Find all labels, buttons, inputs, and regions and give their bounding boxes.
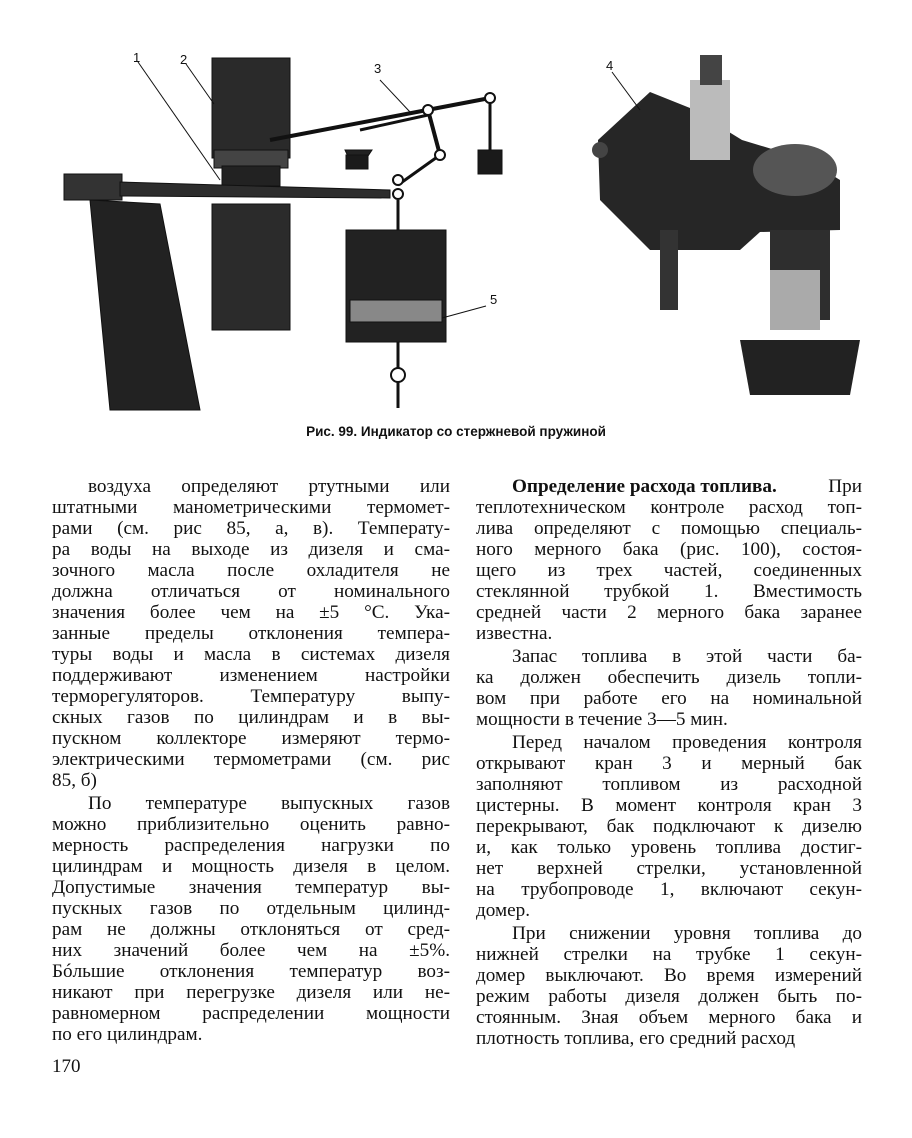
- text-line: 85, б): [52, 770, 97, 791]
- text-line: электрическими термометрами (см. рис: [52, 749, 450, 770]
- text-line: рам не должны отклоняться от сред-: [52, 919, 450, 940]
- text-line: цилиндрам и мощность дизеля в целом.: [52, 856, 450, 877]
- text-line: Допустимые значения температур вы-: [52, 877, 450, 898]
- text-line: [476, 476, 862, 497]
- text-line: вом при работе его на номинальной: [476, 688, 862, 709]
- paragraph: [476, 923, 862, 1049]
- text-line: домер.: [476, 900, 531, 921]
- text-line: никают при перегрузке дизеля или не-: [52, 982, 450, 1003]
- text-line: должна отличаться от номинального: [52, 581, 450, 602]
- text-line: средней части 2 мерного бака заранее: [476, 602, 862, 623]
- label-4: 4: [606, 58, 614, 73]
- section-heading: Определение расхода топлива.: [512, 476, 777, 497]
- text-line: занные пределы отклонения темпера-: [52, 623, 450, 644]
- left-column: [52, 476, 450, 1047]
- text-line: заполняют топливом из расходной: [476, 774, 862, 795]
- text-line: При снижении уровня топлива до: [512, 923, 862, 944]
- text-line: по его цилиндрам.: [52, 1024, 203, 1045]
- text-line: стеклянной трубкой 1. Вместимость: [476, 581, 862, 602]
- text-line: на трубопроводе 1, включают секун-: [476, 879, 862, 900]
- text-line: мощности в течение 3—5 мин.: [476, 709, 728, 730]
- text-line: цистерны. В момент контроля кран 3: [476, 795, 862, 816]
- paragraph: [476, 732, 862, 921]
- paragraph: [52, 476, 450, 791]
- text-line: лива определяют с помощью специаль-: [476, 518, 862, 539]
- text-line: щего из трех частей, соединенных: [476, 560, 862, 581]
- text-line: домер выключают. Во время измерений: [476, 965, 862, 986]
- text-line: теплотехническом контроле расход топ-: [476, 497, 862, 518]
- text-line: туры воды и масла в системах дизеля: [52, 644, 450, 665]
- text-line: значения более чем на ±5 °С. Ука-: [52, 602, 450, 623]
- right-column: [476, 476, 862, 1051]
- label-1: 1: [133, 50, 141, 65]
- text-line: можно приблизительно оценить равно-: [52, 814, 450, 835]
- text-line: известна.: [476, 623, 553, 644]
- text-line: ра воды на выходе из дизеля и сма-: [52, 539, 450, 560]
- text-line: По температуре выпускных газов: [88, 793, 450, 814]
- text-line: плотность топлива, его средний расход: [476, 1028, 796, 1049]
- text-line: нет верхней стрелки, установленной: [476, 858, 862, 879]
- text-line: мерность распределения нагрузки по: [52, 835, 450, 856]
- text-line: и, как только уровень топлива достиг-: [476, 837, 862, 858]
- text-line: равномерном распределении мощности: [52, 1003, 450, 1024]
- text-line: нижней стрелки на трубке 1 секун-: [476, 944, 862, 965]
- text-line: поддерживают изменением настройки: [52, 665, 450, 686]
- text-line: перекрывают, бак подключают к дизелю: [476, 816, 862, 837]
- text-line: ного мерного бака (рис. 100), состоя-: [476, 539, 862, 560]
- label-2: 2: [180, 52, 188, 67]
- label-5: 5: [490, 292, 498, 307]
- text-line: Бóльшие отклонения температур воз-: [52, 961, 450, 982]
- text-line: скных газов по цилиндрам и в вы-: [52, 707, 450, 728]
- text-line: стоянным. Зная объем мерного бака и: [476, 1007, 862, 1028]
- text-line: рами (см. рис 85, а, в). Температу-: [52, 518, 450, 539]
- schematic-diagram: [64, 58, 502, 410]
- figure-indicator: [0, 0, 912, 420]
- page-number: 170: [52, 1056, 81, 1077]
- paragraph: [52, 793, 450, 1045]
- text-run: При: [828, 476, 862, 497]
- text-line: Запас топлива в этой части ба-: [512, 646, 862, 667]
- text-line: зочного масла после охладителя не: [52, 560, 450, 581]
- text-line: Перед началом проведения контроля: [512, 732, 862, 753]
- text-line: терморегуляторов. Температуру выпу-: [52, 686, 450, 707]
- text-line: воздуха определяют ртутными или: [88, 476, 450, 497]
- figure-caption: Рис. 99. Индикатор со стержневой пружиной: [306, 424, 606, 439]
- text-line: пускных газов по отдельным цилинд-: [52, 898, 450, 919]
- text-line: них значений более чем на ±5%.: [52, 940, 450, 961]
- paragraph: [476, 646, 862, 730]
- text-line: пускном коллекторе измеряют термо-: [52, 728, 450, 749]
- text-line: ка должен обеспечить дизель топли-: [476, 667, 862, 688]
- device-photo: [592, 55, 860, 395]
- paragraph: [476, 476, 862, 644]
- text-line: режим работы дизеля должен быть по-: [476, 986, 862, 1007]
- text-line: штатными манометрическими термомет-: [52, 497, 450, 518]
- label-3: 3: [374, 61, 382, 76]
- text-line: открывают кран 3 и мерный бак: [476, 753, 862, 774]
